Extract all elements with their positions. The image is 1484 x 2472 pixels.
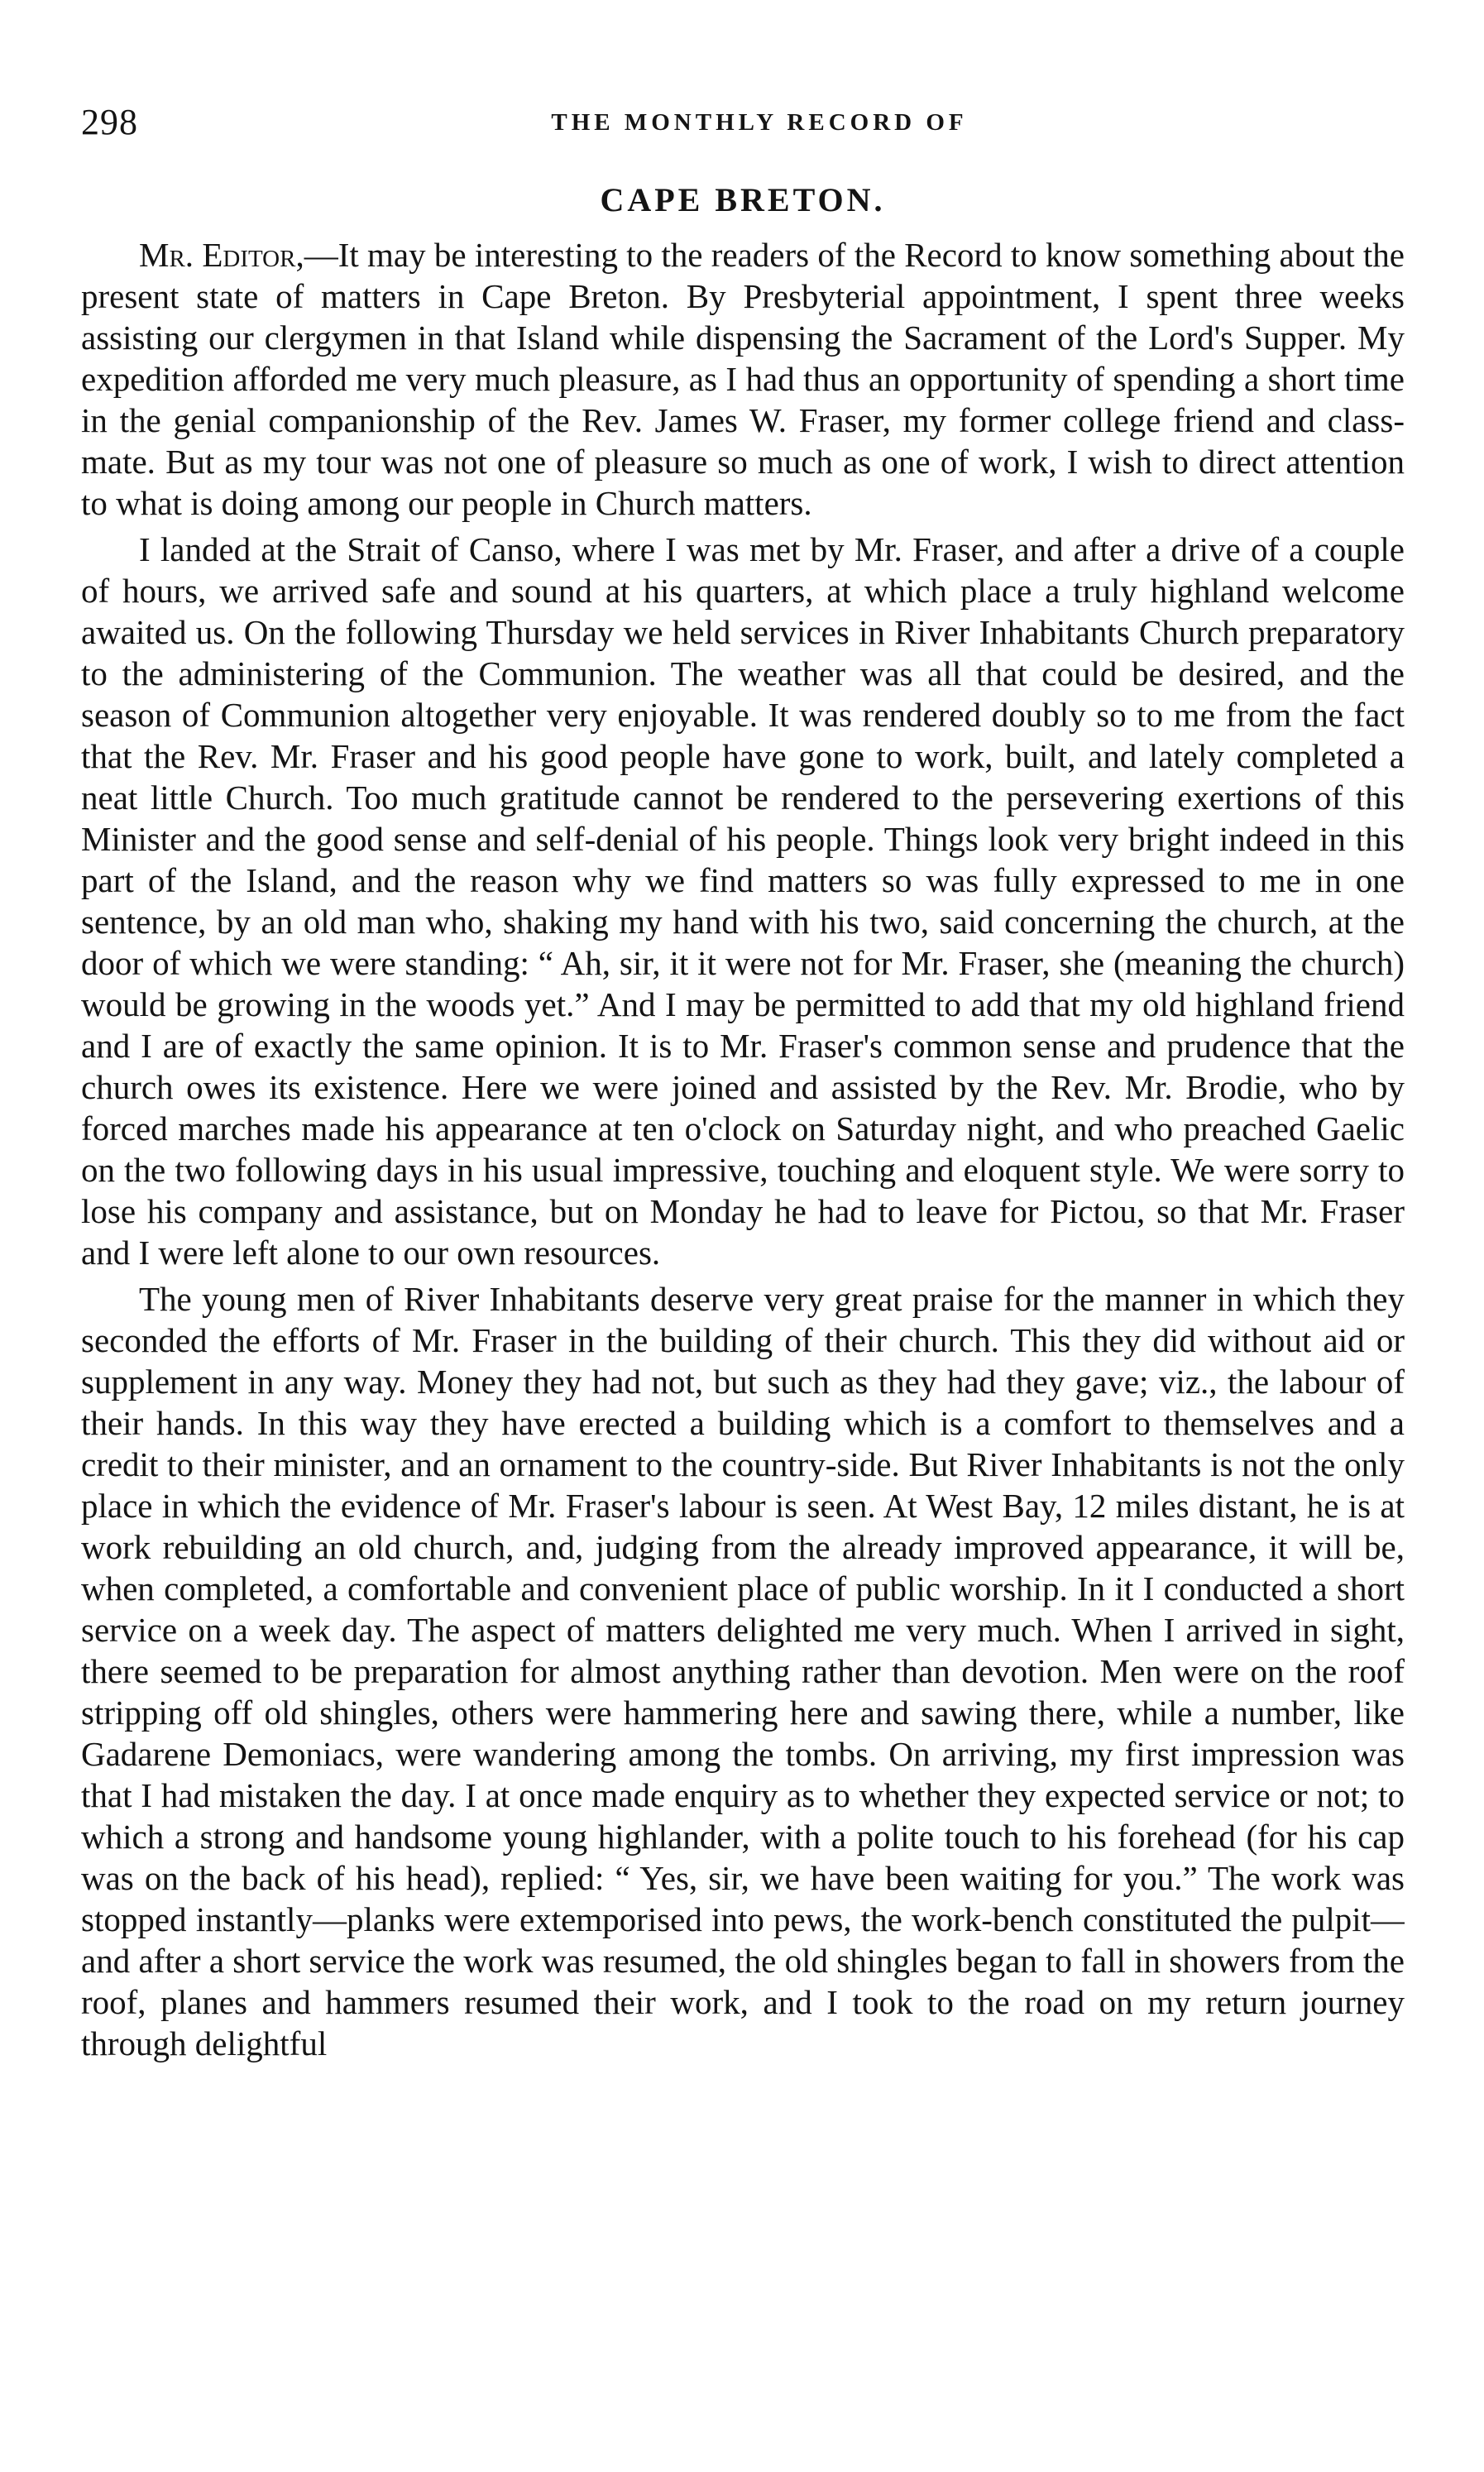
paragraph-2: I landed at the Strait of Canso, where I was met by Mr. Fraser, and after a drive of a couple of hours, we arrived safe and sound at his quarters, at which place a truly highland welcome awaited us. On the following Thursday we held services in River Inhabitants Church preparatory to the administering of the Communion. The weather was all that could be desired, and the season of Communion altogether very enjoyable. It was rendered doubly so to me from the fact that the Rev. Mr. Fraser and his good people have gone to work, built, and lately completed a neat little Church. Too much gratitude cannot be rendered to the persevering exertions of this Minister and the good sense and self-denial of his people. Things look very bright indeed in this part of the Island, and the reason why we find matters so was fully expressed to me in one sentence, by an old man who, shaking my hand with his two, said concerning the church, at the door of which we were standing: “ Ah, sir, it it were not for Mr. Fraser, she (meaning the church) would be growing in the woods yet.” And I may be permitted to add that my old highland friend and I are of exactly the same opinion. It is to Mr. Fraser's common sense and prudence that the church owes its existence. Here we were joined and assisted by the Rev. Mr. Brodie, who by forced marches made his appearance at ten o'clock on Saturday night, and who preached Gaelic on the two following days in his usual impressive, touching and eloquent style. We were sorry to lose his company and assistance, but on Monday he had to leave for Pictou, so that Mr. Fraser and I were left alone to our own resources. (81, 530, 1405, 1272)
paragraph-1 (81, 234, 1405, 524)
page-number: 298 (81, 102, 138, 142)
article-title: CAPE BRETON. (600, 181, 886, 218)
running-header (81, 98, 1405, 147)
salutation: Mr. Editor, (139, 236, 304, 274)
running-title: THE MONTHLY RECORD OF (551, 109, 968, 136)
paragraph-3: The young men of River Inhabitants deserve very great praise for the manner in which they seconded the efforts of Mr. Fraser in the building of their church. This they did without aid or supplement in any way. Money they had not, but such as they had they gave; viz., the labour of their hands. In this way they have erected a building which is a comfort to themselves and a credit to their minister, and an ornament to the country-side. But River Inhabitants is not the only place in which the evidence of Mr. Fraser's labour is seen. At West Bay, 12 miles distant, he is at work rebuilding an old church, and, judging from the already improved appearance, it will be, when completed, a comfortable and convenient place of public worship. In it I conducted a short service on a week day. The aspect of matters delighted me very much. When I arrived in sight, there seemed to be preparation for almost anything rather than devotion. Men were on the roof stripping off old shingles, others were hammering here and sawing there, while a number, like Gadarene Demoniacs, were wandering among the tombs. On arriving, my first impression was that I had mistaken the day. I at once made enquiry as to whether they expected service or not; to which a strong and handsome young highlander, with a polite touch to his forehead (for his cap was on the back of his head), replied: “ Yes, sir, we have been waiting for you.” The work was stopped instantly—planks were extemporised into pews, the work-bench constituted the pulpit—and after a short service the work was resumed, the old shingles began to fall in showers from the roof, planes and hammers resumed their work, and I took to the road on my return journey through delightful (81, 1280, 1405, 2062)
article-body (81, 234, 1405, 2426)
paragraph-1-text: —It may be interesting to the readers of the Record to know something about the present state of matters in Cape Breton. By Presbyterial appointment, I spent three weeks assisting our clergymen in that Island while dispensing the Sacrament of the Lord's Supper. My expedition afforded me very much pleasure, as I had thus an opportunity of spending a short time in the genial companionship of the Rev. James W. Fraser, my former college friend and class-mate. But as my tour was not one of pleasure so much as one of work, I wish to direct attention to what is doing among our people in Church matters. (81, 236, 1405, 522)
